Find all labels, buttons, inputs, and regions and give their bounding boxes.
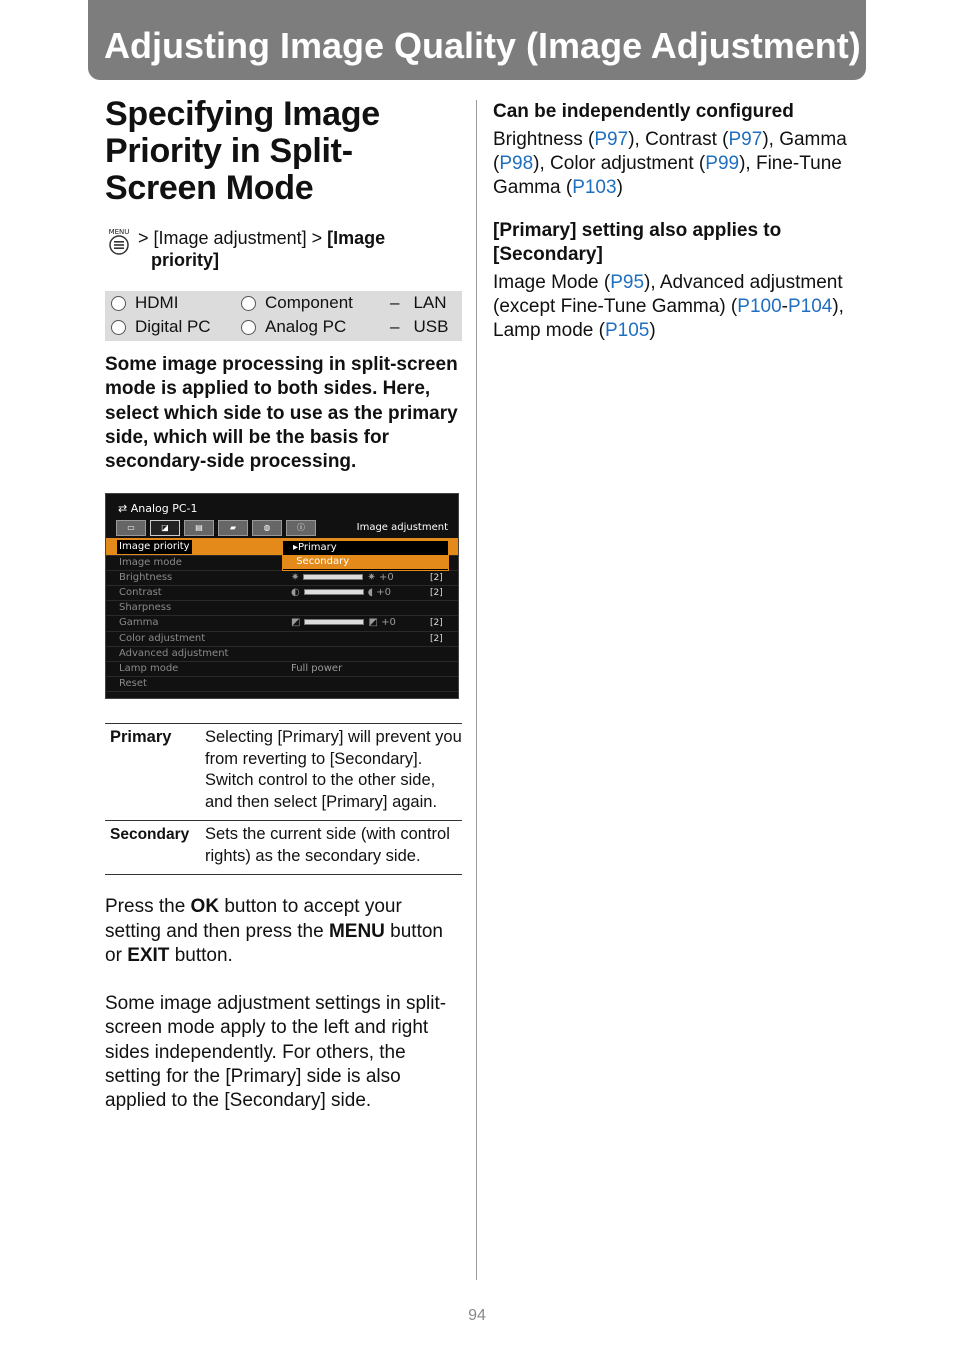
tab-info-icon: ⓘ [286, 520, 316, 536]
screen-row: Advanced adjustment [106, 647, 458, 662]
link-p100[interactable]: P100 [737, 295, 782, 317]
menu-button-icon [105, 227, 133, 255]
menu-path-text: > [Image adjustment] > [138, 228, 328, 248]
menu-screenshot [105, 493, 459, 699]
contrast-icon: ◐ [291, 587, 300, 599]
shared-text: Image Mode (P95), Advanced adjustment (except Fine-Tune Gamma) (P100-P104), Lamp mode (P105) [493, 271, 844, 342]
tab-icon: ▤ [184, 520, 214, 536]
tab-icon: ▰ [218, 520, 248, 536]
header-title: Adjusting Image Quality (Image Adjustment) [104, 25, 861, 66]
input-analog-pc: Analog PC [241, 315, 346, 339]
contrast-icon: ◖ [367, 587, 374, 599]
link-p104[interactable]: P104 [787, 295, 833, 317]
edit-icon: [2] [430, 588, 443, 599]
dash-icon: – [390, 293, 400, 312]
screen-tabs [116, 520, 320, 536]
screen-row: Gamma ◩ ◩ +0 [2] [106, 616, 458, 631]
dash-icon: – [390, 317, 400, 336]
radio-icon [111, 296, 126, 311]
screen-row: Brightness ✷ ✷ +0 [2] [106, 571, 458, 586]
screen-row: Contrast ◐ ◖ +0 [2] [106, 586, 458, 601]
instruction-paragraph: Press the OK button to accept your setting and then press the MENU button or EXIT button. [105, 896, 443, 966]
input-lan: – LAN [390, 293, 447, 312]
sun-icon: ✷ [367, 571, 376, 583]
input-icon: ⇄ [118, 502, 131, 516]
edit-icon: [2] [430, 618, 443, 629]
gamma-icon: ◩ [368, 617, 378, 629]
priority-dropdown: ▸Primary Secondary [282, 540, 449, 571]
link-p103[interactable]: P103 [572, 177, 617, 199]
link-p99[interactable]: P99 [705, 153, 740, 175]
menu-path-bold: [Image [327, 228, 386, 248]
screen-row: Image mode [106, 556, 458, 571]
table-row: Secondary Sets the current side (with control rights) as the secondary side. [105, 821, 462, 875]
page-header [88, 0, 866, 80]
options-table [105, 723, 462, 875]
lead-text: Some image processing in split-screen mode is applied to both sides. Here, select which side to use as the primary side, which will be the basis for secondary-side processing. [105, 354, 458, 473]
link-p95[interactable]: P95 [610, 271, 645, 293]
radio-icon [241, 320, 256, 335]
screen-row: Sharpness [106, 601, 458, 616]
link-p105[interactable]: P105 [604, 320, 650, 342]
svg-text:MENU: MENU [108, 228, 130, 236]
link-p97[interactable]: P97 [728, 129, 763, 150]
radio-icon [241, 296, 256, 311]
link-p98[interactable]: P98 [499, 153, 534, 175]
shared-heading: [Primary] setting also applies to [Secondary] [493, 219, 782, 265]
screen-heading: Image adjustment [356, 522, 448, 534]
input-signal-table [105, 291, 462, 341]
left-column [105, 96, 462, 1113]
table-row: Primary Selecting [Primary] will prevent you from reverting to [Secondary]. Switch control to the other side, and then select [Primary] again. [105, 724, 462, 821]
arrow-right-icon: ▸ [293, 542, 299, 554]
tab-image-icon: ◪ [150, 520, 180, 536]
section-title: Specifying Image Priority in Split-Screen Mode [105, 95, 380, 207]
edit-icon: [2] [430, 633, 443, 644]
menu-path [105, 227, 462, 281]
column-divider [476, 100, 477, 1280]
gamma-icon: ◩ [291, 617, 301, 629]
input-component: Component [241, 291, 353, 315]
screen-row: Color adjustment [2] [106, 632, 458, 647]
independent-heading: Can be independently configured [493, 101, 794, 122]
screen-input-title: ⇄ Analog PC-1 [118, 502, 198, 516]
screen-row: Lamp mode Full power [106, 662, 458, 677]
input-hdmi: HDMI [111, 291, 178, 315]
input-usb: – USB [390, 317, 449, 336]
screen-row: Image priority [106, 540, 458, 555]
right-column [493, 100, 853, 343]
note-paragraph: Some image adjustment settings in split-screen mode apply to the left and right sides independently. For others, the setting for the [Primary] side is also applied to the [Secondary] side. [105, 993, 447, 1111]
tab-icon: ▭ [116, 520, 146, 536]
menu-path-bold-2: priority] [151, 250, 220, 270]
sun-icon: ✷ [291, 571, 300, 583]
page-number: 94 [468, 1307, 486, 1324]
independent-text: Brightness (P97), Contrast (P97), Gamma (P98), Color adjustment (P99), Fine-Tune Gamma (P103) [493, 129, 847, 199]
edit-icon: [2] [430, 572, 443, 583]
radio-icon [111, 320, 126, 335]
screen-row: Reset [106, 677, 458, 692]
tab-globe-icon: ◍ [252, 520, 282, 536]
link-p97[interactable]: P97 [594, 129, 629, 150]
input-digital-pc: Digital PC [111, 315, 211, 339]
